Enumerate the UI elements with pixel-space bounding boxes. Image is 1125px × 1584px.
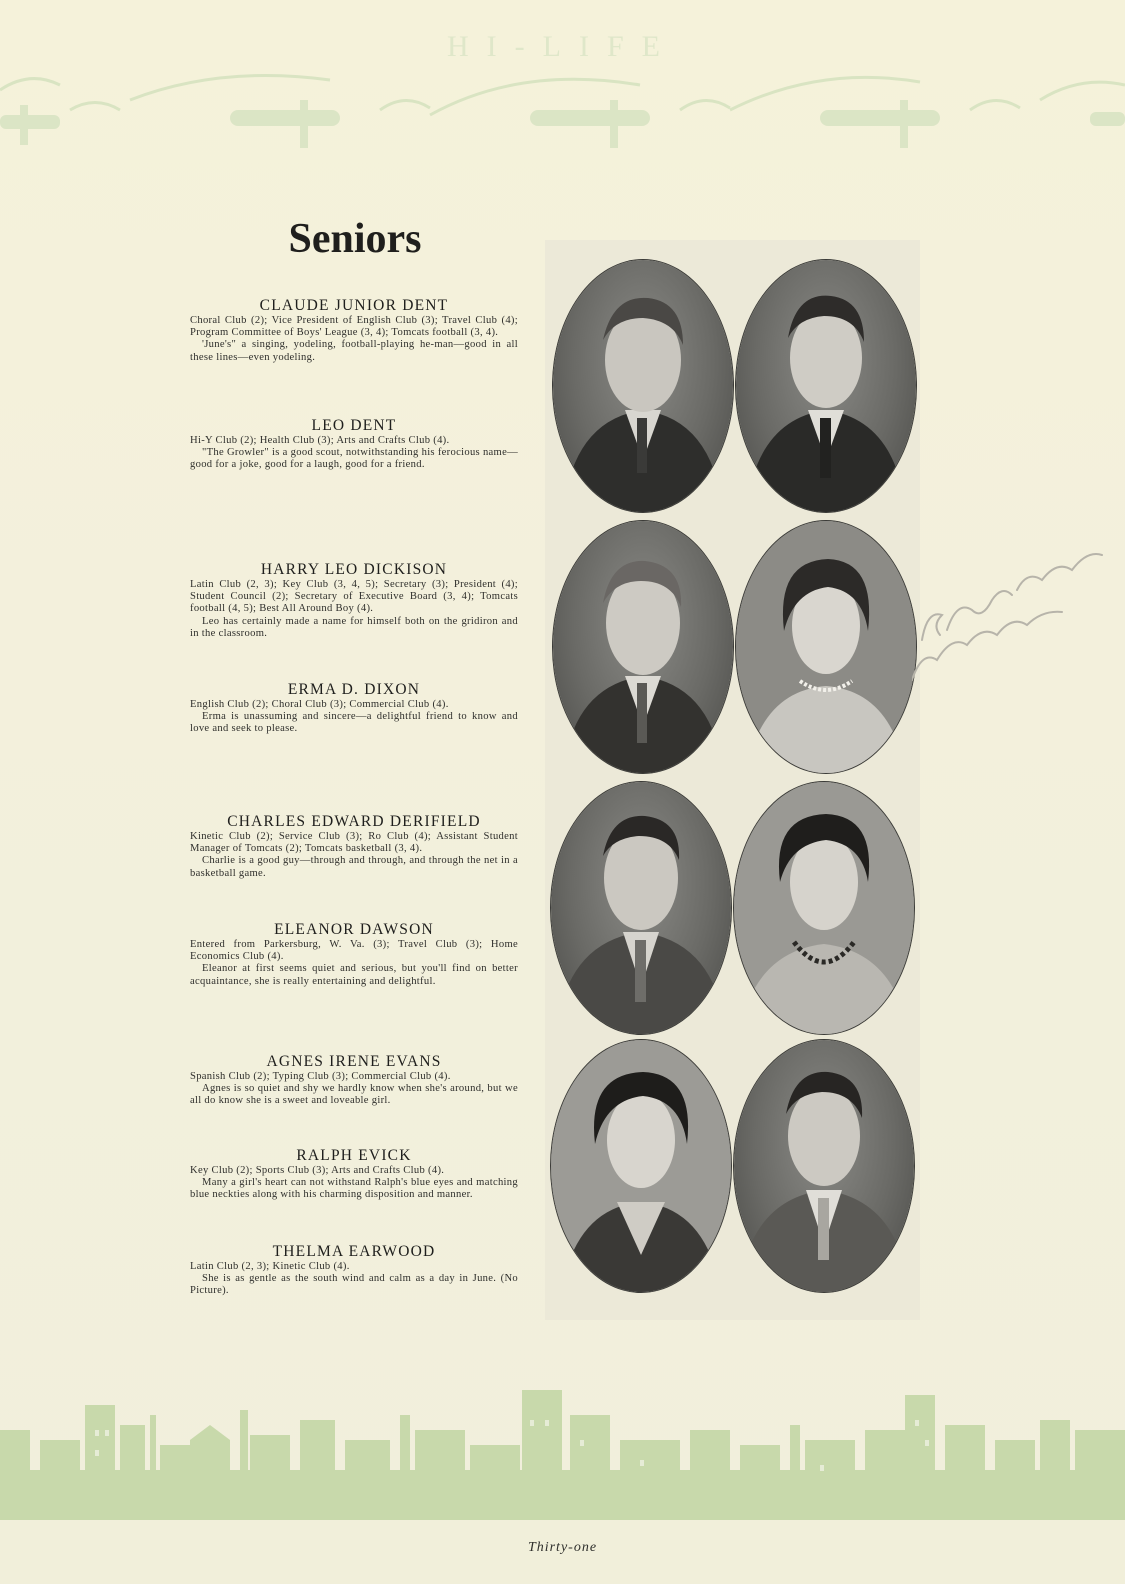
student-activities: Latin Club (2, 3); Kinetic Club (4). [190,1261,350,1272]
airplane-border [0,70,1125,170]
portrait-photo [551,1040,731,1292]
student-activities: Entered from Parkersburg, W. Va. (3); Travel Club (3); Home Economics Club (4). [190,939,518,963]
student-description: Eleanor at first seems quiet and serious, but you'll find on better acquaintance, she is really entertaining and delightful. [190,963,518,987]
student-description: Charlie is a good guy—through and through, and through the net in a basketball game. [190,855,518,879]
handwritten-signature [912,540,1112,690]
student-activities: Kinetic Club (2); Service Club (3); Ro Club (4); Assistant Student Manager of Tomcats (2); Tomcats basketball (3, 4). [190,831,518,855]
bio-entry [190,1147,518,1202]
bio-entry [190,1243,518,1298]
student-name: CHARLES EDWARD DERIFIELD [227,813,481,830]
city-skyline-border [0,1370,1125,1520]
student-activities: English Club (2); Choral Club (3); Commercial Club (4). [190,699,449,710]
student-description: "The Growler" is a good scout, notwithstanding his ferocious name—good for a joke, good for a laugh, good for a friend. [190,447,518,471]
portrait-photo [551,782,731,1034]
header-title: HI-LIFE [447,30,678,63]
student-description: Many a girl's heart can not withstand Ralph's blue eyes and matching blue neckties along with his charming disposition and manner. [190,1177,518,1201]
student-name: ERMA D. DIXON [287,681,421,698]
portrait-photo [736,260,916,512]
student-name: LEO DENT [311,417,397,434]
student-name: AGNES IRENE EVANS [266,1053,442,1070]
section-title: Seniors [288,216,422,262]
bio-entry [190,813,518,880]
bio-entry [190,1053,518,1108]
student-description: Leo has certainly made a name for himself both on the gridiron and in the classroom. [190,615,518,639]
student-activities: Choral Club (2); Vice President of English Club (3); Travel Club (4); Program Committee of Boys' League (3, 4); Tomcats football (3, 4). [190,315,518,339]
bio-entry [190,561,518,640]
student-activities: Hi-Y Club (2); Health Club (3); Arts and Crafts Club (4). [190,435,450,446]
portrait-photo [553,521,733,773]
bio-entry [190,681,518,736]
student-activities: Key Club (2); Sports Club (3); Arts and Crafts Club (4). [190,1165,445,1176]
student-name: HARRY LEO DICKISON [260,561,448,578]
bio-entry [190,297,518,364]
student-description: 'June's" a singing, yodeling, football-playing he-man—good in all these lines—even yodeling. [190,339,518,363]
portrait-photo [553,260,733,512]
portrait-photo [734,1040,914,1292]
student-description: She is as gentle as the south wind and calm as a day in June. (No Picture). [190,1273,518,1297]
student-activities: Spanish Club (2); Typing Club (3); Commercial Club (4). [190,1071,451,1082]
student-description: Agnes is so quiet and shy we hardly know when she's around, but we all do know she is a sweet and loveable girl. [190,1083,518,1107]
student-activities: Latin Club (2, 3); Key Club (3, 4, 5); Secretary (3); President (4); Student Council (2); Secretary of Executive Board (3, 4); Tomcats football (4, 5); Best All Around Boy (4). [190,579,518,615]
bio-entry [190,921,518,988]
bio-entry [190,417,518,472]
portrait-photo [736,521,916,773]
student-description: Erma is unassuming and sincere—a delightful friend to know and love and seek to please. [190,711,518,735]
student-name: CLAUDE JUNIOR DENT [259,297,449,314]
student-name: RALPH EVICK [296,1147,412,1164]
page-number: Thirty-one [527,1540,598,1555]
student-name: ELEANOR DAWSON [274,921,434,938]
portrait-photo [734,782,914,1034]
student-name: THELMA EARWOOD [272,1243,436,1260]
